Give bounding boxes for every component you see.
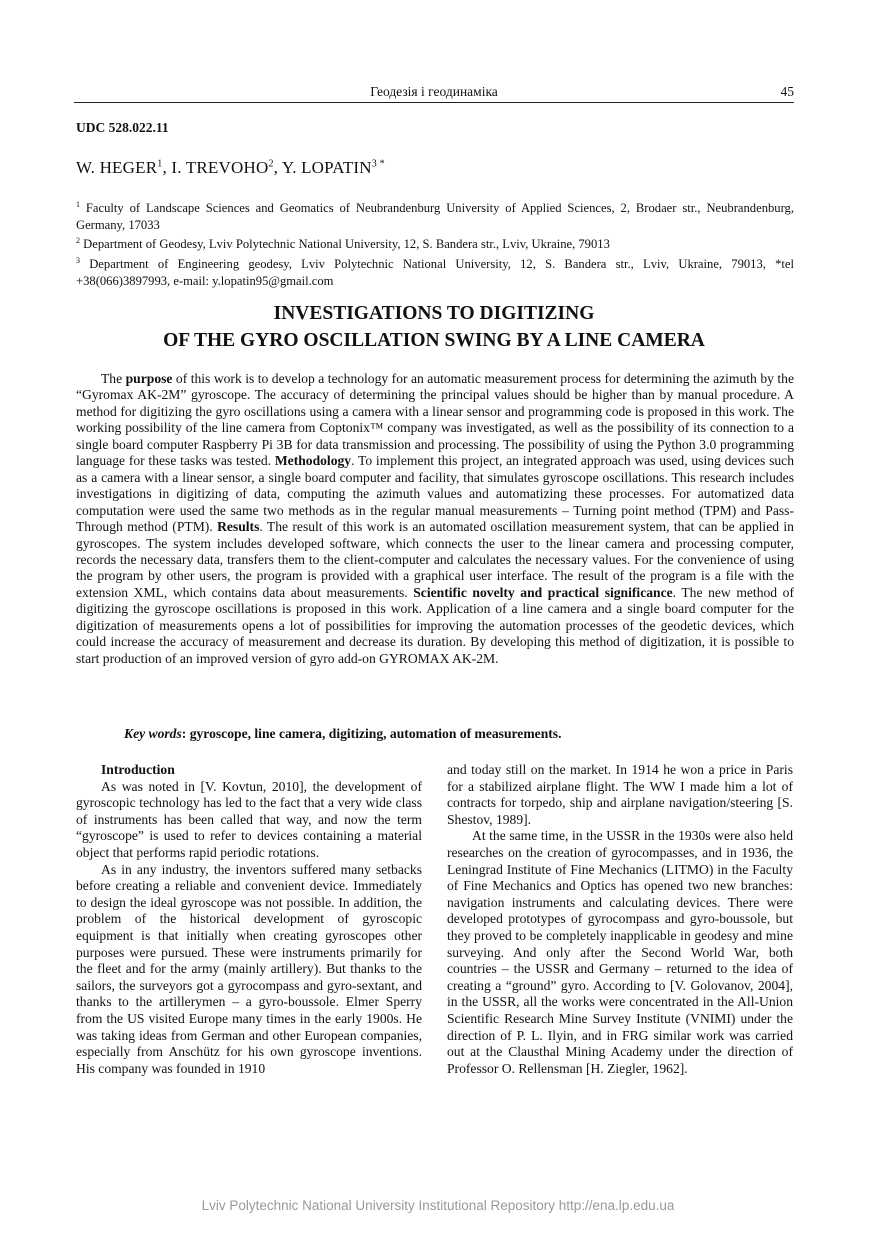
- body-paragraph: As in any industry, the inventors suffered many setbacks before creating a reliable and convenient device. Immediately to design the ideal gyroscope was not possible. In addition, the problem of the historical development of gyroscopic equipment is that initially when creating gyroscopes other purposes were pursued. These were instruments primarily for the fleet and for the army (mainly artillery). But thanks to the sailors, the surveyors got a gyrocompass and gyro-sextant, and thanks to the artillerymen – a gyro-boussole. Elmer Sperry from the US visited Europe many times in the early 1900s. He was taking ideas from German and other European companies, especially from Anschütz for his own gyroscope inventions. His company was founded in 1910: [76, 861, 422, 1076]
- keywords-text: : gyroscope, line camera, digitizing, automation of measurements.: [181, 726, 562, 741]
- affiliation-mark: 2: [76, 236, 80, 246]
- body-paragraph: and today still on the market. In 1914 he won a price in Paris for a stabilized airplane flight. The WW I made him a lot of contracts for torpedo, ship and airplane navigation/steering [S. Shestov, 1989].: [447, 762, 793, 827]
- author-affil-mark: 2: [268, 158, 274, 170]
- keywords: [124, 726, 561, 742]
- author-affil-mark: 3 *: [371, 158, 385, 170]
- affiliation-mark: 1: [76, 200, 80, 209]
- body-paragraph: As was noted in [V. Kovtun, 2010], the development of gyroscopic technology has led to the fact that a very wide class of instruments has been called that way, and now the term “gyroscope” is used to refer to devices containing a material object that performs rapid periodic rotations.: [76, 778, 422, 860]
- page-number: 45: [780, 84, 794, 99]
- affiliation-text: Faculty of Landscape Sciences and Geomatics of Neubrandenburg University of Applied Sciences, 2, Brodaer str., Neubrandenburg, Germany, 17033: [76, 201, 794, 232]
- body-column-left: [76, 762, 422, 1077]
- affiliation-item: [76, 233, 794, 253]
- paper-page: [74, 0, 794, 1240]
- abstract: [76, 371, 794, 667]
- affiliation-item: [76, 253, 794, 289]
- body-paragraph: At the same time, in the USSR in the 1930s were also held researches on the creation of gyrocompasses, and in 1936, the Leningrad Institute of Fine Mechanics (LITMO) in the Faculty of Fine Mechanics and Optics has opened two new branches: navigation instruments and calculating devices. There were developed prototypes of gyrocompass and gyro-boussole, but they proved to be completely inapplicable in geodesy and mine surveying. And only after the Second World War, both countries – the USSR and Germany – returned to the idea of creating a “ground” gyro. According to [V. Golovanov, 2004], in the USSR, all the works were concentrated in the All-Union Scientific Research Mine Survey Institute (VNIMI) under the direction of P. L. Ilyin, and in FRG similar work was carried out at the Clausthal Mining Academy under the direction of Professor O. Rellensman [H. Ziegler, 1962].: [447, 828, 793, 1076]
- author-name: W. HEGER: [76, 158, 158, 177]
- author-name: , Y. LOPATIN: [273, 158, 372, 177]
- repository-footer: Lviv Polytechnic National University Institutional Repository http://ena.lp.edu.ua: [201, 1198, 675, 1213]
- affiliation-text: Department of Geodesy, Lviv Polytechnic National University, 12, S. Bandera str., Lviv, Ukraine, 79013: [80, 237, 610, 252]
- abstract-term: purpose: [125, 371, 173, 386]
- abstract-text: . To implement this project, an integrated approach was used, using devices such as a camera with a linear sensor, a single board computer and facility, that simulates gyroscope oscillations. This research includes investigations in digitizing of data, computing the azimuth values and automatizing these processes. For automatized data computation were used the same two methods as in the regular manual measurements – Turning point method (TPM) and Pass-Through method (PTM).: [76, 453, 795, 535]
- paper-title: [74, 300, 794, 354]
- abstract-text: . The new method of digitizing the gyroscope oscillations is proposed in this work. Application of a line camera and a single board computer for the digitization of measurements opens a lot of possibilities for improving the automation processes of the geodetic devices, which could increase the accuracy of measurement and decrease its duration. By developing this method of digitization, it is possible to start production of an improved version of gyro add-on GYROMAX AK-2M.: [76, 584, 794, 666]
- affiliation-item: [76, 197, 794, 233]
- author-list: [76, 158, 385, 178]
- running-header: [74, 84, 794, 103]
- abstract-text: of this work is to develop a technology for an automatic measurement process for determining the azimuth by the “Gyromax AK-2M” gyroscope. The accuracy of determining the principal values should be higher than by manual procedure. A method for digitizing the gyro oscillations using a camera with a linear sensor and programming code is proposed in this work. The working possibility of the line camera from Coptonix™ company was investigated, as well as the possibility of its connection to a single board computer Raspberry Pi 3B for data transmission and processing. The possibility of using the Python 3.0 programming language for these tasks was tested.: [76, 371, 794, 469]
- title-line: OF THE GYRO OSCILLATION SWING BY A LINE CAMERA: [163, 330, 705, 351]
- title-line: INVESTIGATIONS TO DIGITIZING: [273, 303, 595, 324]
- author-name: , I. TREVOHO: [162, 158, 269, 177]
- journal-name: Геодезія і геодинаміка: [370, 84, 498, 99]
- body-column-right: [447, 762, 793, 1077]
- affiliation-mark: 3: [76, 255, 80, 265]
- section-heading: Introduction: [101, 762, 175, 777]
- affiliation-text: Department of Engineering geodesy, Lviv Polytechnic National University, 12, S. Bandera str., Lviv, Ukraine, 79013, *tel +38(066)3897993, e-mail: y.lopatin95@gmail.com: [76, 257, 794, 288]
- keywords-label: Key words: [124, 726, 182, 741]
- affiliations: [76, 197, 794, 289]
- udc-code: UDC 528.022.11: [76, 120, 169, 135]
- abstract-term: Scientific novelty and practical significance: [413, 584, 673, 600]
- author-affil-mark: 1: [157, 158, 163, 170]
- abstract-text: The: [101, 371, 126, 386]
- abstract-paragraph: [76, 371, 794, 667]
- abstract-term: Methodology: [274, 453, 352, 469]
- abstract-term: Results: [217, 519, 260, 535]
- abstract-text: . The result of this work is an automated oscillation measurement system, that can be applied in gyroscopes. The system includes developed software, which connects the user to the linear camera and processing computer, records the necessary data, transfers them to the client-computer and calculates the necessary values. For the convenience of using the program by other users, the program is provided with a graphical user interface. The result of the program is a file with the extension XML, which contains data about measurements.: [76, 519, 794, 600]
